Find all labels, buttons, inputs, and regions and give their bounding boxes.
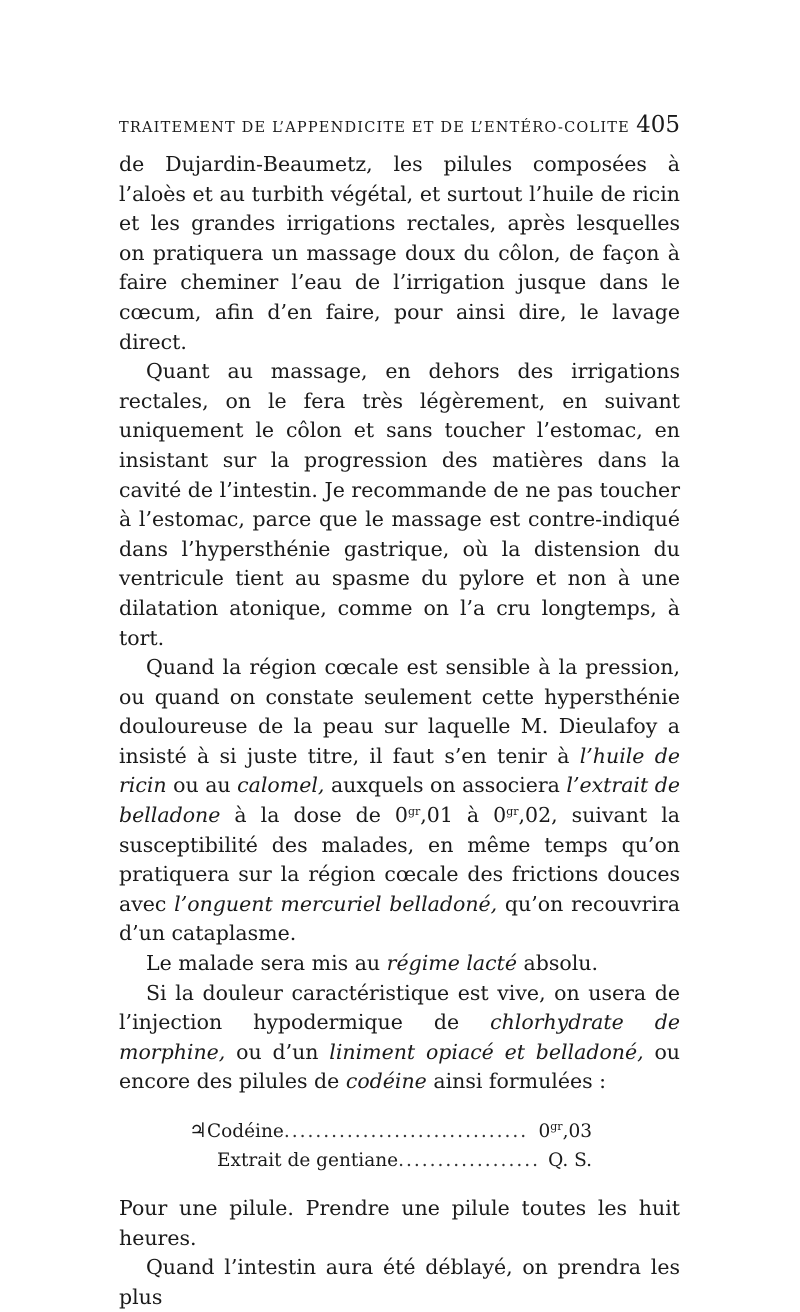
recipe-symbol-icon: ♃	[189, 1118, 207, 1142]
term-codeine: codéine	[345, 1069, 427, 1094]
leader-dots	[284, 1117, 529, 1146]
leader-dots	[398, 1146, 538, 1175]
paragraph-cecal-region: Quand la région cœcale est sensible à la pression, ou quand on constate seulement cette hypersthénie douloureuse de la peau sur laquelle M. Dieulafoy a insisté à si juste titre, il faut s’en tenir à l’huile de ricin ou au calomel, auxquels on associera l’extrait de belladone à la dose de $0^{gr},01$ à $0^{gr},02$, suivant la susceptibilité des malades, en même temps qu’on pratiquera sur la région cœcale des frictions douces avec l’onguent mercuriel belladoné, qu’on recouvrira d’un cataplasme.	[119, 655, 681, 946]
unit-gram: gr	[506, 805, 519, 819]
term-castor-oil: l’huile de ricin	[119, 743, 680, 798]
paragraph-continuation: de Dujardin-Beaumetz, les pilules composées à l’aloès et au turbith végétal, et surtout l’huile de ricin et les grandes irrigations rectales, après lesquelles on pratiquera un massage doux du côlon, de façon à faire cheminer l’eau de l’irrigation jusque dans le cœcum, afin d’en faire, pour ainsi dire, le lavage direct.	[119, 152, 680, 354]
formula-line-codeine	[119, 1116, 680, 1146]
paragraph-massage: Quant au massage, en dehors des irrigations rectales, on le fera très légèrement, en suivant uniquement le côlon et sans toucher l’estomac, en insistant sur la progression des matières dans la cavité de l’intestin. Je recommande de ne pas toucher à l’estomac, parce que le massage est contre-indiqué dans l’hypersthénie gastrique, où la distension du ventricule tient au spasme du pylore et non à une dilatation atonique, comme on l’a cru longtemps, à tort.	[119, 359, 680, 650]
ingredient-name: Extrait de gentiane	[217, 1150, 399, 1171]
term-liniment: liniment opiacé et belladoné,	[329, 1039, 644, 1064]
ingredient-dose: Q. S.	[548, 1150, 592, 1171]
body-text	[119, 150, 680, 1312]
formula-line-gentian	[119, 1146, 680, 1175]
dosage-instructions: Pour une pilule. Prendre une pilule toutes les huit heures.	[119, 1196, 680, 1250]
unit-gram: gr	[407, 805, 421, 819]
running-title: TRAITEMENT DE L’APPENDICITE ET DE L’ENTÉRO-COLITE	[119, 120, 630, 136]
term-mercurial-ointment: l’onguent mercuriel belladoné,	[174, 891, 498, 916]
paragraph-final: Quand l’intestin aura été déblayé, on prendra les plus	[119, 1255, 680, 1309]
term-calomel: calomel,	[237, 773, 325, 798]
term-milk-diet: régime lacté	[386, 951, 517, 976]
page-number: 405	[636, 112, 680, 138]
paragraph-pain: Si la douleur caractéristique est vive, on usera de l’injection hypodermique de chlorhydrate de morphine, ou d’un liniment opiacé et belladoné, ou encore des pilules de codéine ainsi formulées :	[119, 980, 681, 1094]
ingredient-dose: $0^{gr},03$	[538, 1120, 592, 1142]
term-belladonna-extract: l’extrait de belladone	[119, 773, 680, 828]
prescription-formula	[119, 1116, 680, 1175]
ingredient-name: Codéine	[206, 1121, 284, 1142]
paragraph-milk-diet: Le malade sera mis au régime lacté absolu.	[146, 951, 598, 976]
term-morphine: chlorhydrate de morphine,	[119, 1010, 681, 1064]
unit-gram: gr	[550, 1120, 563, 1133]
running-head	[119, 112, 680, 138]
